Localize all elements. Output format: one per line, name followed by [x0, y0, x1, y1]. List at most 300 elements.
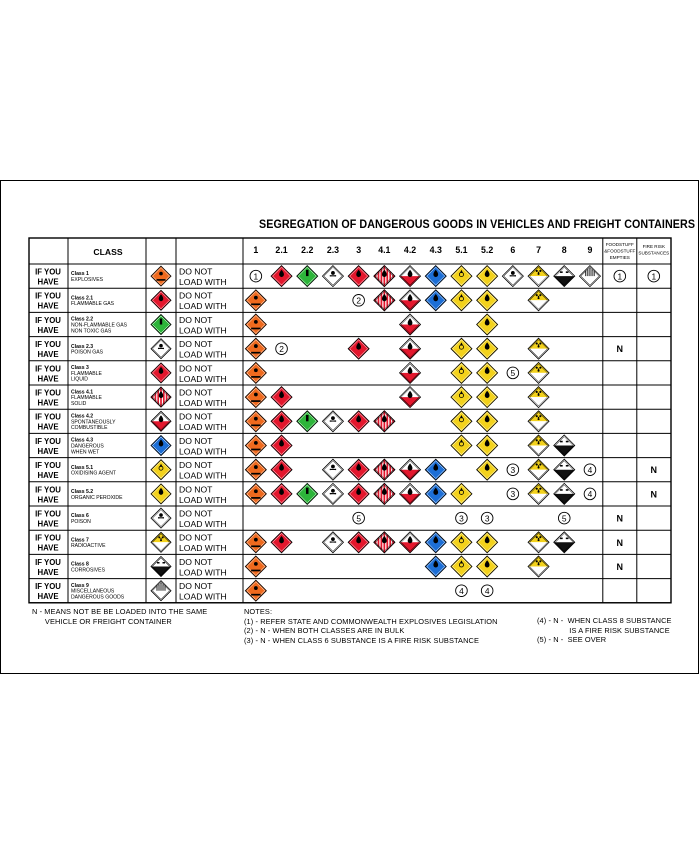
legend-line: VEHICLE OR FREIGHT CONTAINER	[32, 616, 172, 626]
spontaneously-combustible-icon	[400, 387, 421, 408]
explosive-icon	[245, 338, 266, 359]
dangerous-when-wet-icon	[425, 290, 446, 311]
explosive-icon	[245, 556, 266, 577]
note-line: (1) - REFER STATE AND COMMONWEALTH EXPLOSIVES LEGISLATION	[244, 616, 498, 626]
flammable-solid-icon	[374, 483, 395, 504]
segregation-note-cell	[456, 585, 468, 597]
non-flammable-gas-icon	[297, 483, 318, 504]
spontaneously-combustible-icon	[400, 266, 421, 287]
poison-icon	[502, 266, 523, 287]
row-action-line: DO NOT	[179, 314, 213, 325]
corrosive-icon	[554, 435, 575, 456]
corrosive-icon	[554, 459, 575, 480]
row-action-line: DO NOT	[179, 387, 213, 398]
organic-peroxide-icon	[477, 411, 498, 432]
radioactive-icon	[528, 387, 549, 408]
explosive-icon	[245, 290, 266, 311]
note-reference-number: 3	[484, 513, 490, 524]
row-prefix-line: IF YOU	[35, 364, 61, 374]
radioactive-icon	[528, 532, 549, 553]
poison-gas-icon	[322, 459, 343, 480]
row-class-name-line: MISCELLANEOUS	[71, 588, 115, 595]
row-class-name-line: Class 4.3	[71, 437, 94, 444]
row-action-line: DO NOT	[179, 290, 213, 301]
notes-block	[244, 607, 498, 645]
miscellaneous-icon	[579, 266, 600, 287]
fire-risk-header	[638, 244, 669, 256]
row-action-line: LOAD WITH	[179, 519, 227, 529]
note-reference-number: 1	[651, 271, 657, 282]
row-prefix-line: IF YOU	[35, 388, 61, 398]
table-row	[35, 508, 623, 529]
flammable-gas-icon	[271, 266, 292, 287]
row-action-line: DO NOT	[179, 460, 213, 471]
segregation-note-cell	[507, 488, 519, 500]
row-action-line: LOAD WITH	[179, 422, 227, 433]
row-class-name-line: SPONTANEOUSLY	[71, 419, 116, 426]
miscellaneous-icon	[151, 581, 171, 601]
class-column-header: 4.1	[378, 245, 391, 255]
flammable-solid-icon	[374, 532, 395, 553]
table-row	[35, 580, 493, 601]
radioactive-icon	[528, 459, 549, 480]
note-reference-number: 5	[510, 368, 516, 379]
flammable-solid-icon	[151, 387, 171, 407]
class-column-header: 9	[587, 245, 593, 255]
non-flammable-gas-icon	[297, 266, 318, 287]
note-line: (3) - N - WHEN CLASS 6 SUBSTANCE IS A FIRE RISK SUBSTANCE	[244, 635, 479, 645]
note-line: IS A FIRE RISK SUBSTANCE	[537, 625, 670, 635]
note-reference-circle	[276, 343, 288, 355]
explosive-icon	[245, 483, 266, 504]
organic-peroxide-icon	[477, 459, 498, 480]
organic-peroxide-icon	[477, 290, 498, 311]
note-line: (5) - N - SEE OVER	[537, 635, 607, 644]
segregation-note-cell	[353, 295, 365, 307]
spontaneously-combustible-icon	[151, 411, 171, 431]
table-row	[35, 290, 549, 311]
row-action-line: LOAD WITH	[179, 349, 227, 360]
row-class-name-line: Class 2.2	[71, 316, 94, 323]
row-class-name-line: CORROSIVES	[71, 567, 105, 574]
legend-line: N - MEANS NOT BE BE LOADED INTO THE SAME	[32, 607, 208, 616]
row-class-name-line: OXIDISING AGENT	[71, 470, 117, 477]
flammable-gas-icon	[271, 435, 292, 456]
row-prefix-line: IF YOU	[35, 291, 61, 301]
organic-peroxide-icon	[151, 484, 171, 504]
row-action-line: DO NOT	[179, 435, 213, 446]
not-permitted-mark: N	[650, 465, 658, 476]
foodstuff-header-line: FOODSTUFF	[605, 242, 634, 247]
note-reference-circle	[558, 512, 570, 524]
organic-peroxide-icon	[477, 314, 498, 335]
row-action-line: DO NOT	[179, 532, 213, 543]
row-class-name-line: Class 2.1	[71, 295, 94, 302]
not-permitted-mark: N	[616, 513, 624, 524]
class-column-header: 2.2	[301, 245, 314, 255]
row-prefix-line: IF YOU	[35, 461, 61, 471]
radioactive-icon	[528, 411, 549, 432]
row-action-line: LOAD WITH	[179, 543, 227, 554]
chart-title: SEGREGATION OF DANGEROUS GOODS IN VEHICLES AND FREIGHT CONTAINERS	[259, 219, 696, 231]
oxidising-agent-icon	[451, 290, 472, 311]
table-row	[35, 556, 623, 577]
table-row	[35, 411, 549, 432]
flammable-gas-icon	[151, 290, 171, 310]
poison-icon	[151, 508, 171, 528]
legend-note	[32, 607, 207, 626]
flammable-gas-icon	[271, 483, 292, 504]
explosive-icon	[245, 459, 266, 480]
row-class-name-line: FLAMMABLE GAS	[71, 301, 115, 308]
note-reference-circle	[507, 464, 519, 476]
row-action-line: DO NOT	[179, 339, 213, 350]
segregation-note-cell	[353, 512, 365, 524]
row-class-name-line: POISON	[71, 519, 91, 525]
segregation-note-cell	[507, 464, 519, 476]
note-reference-number: 1	[617, 271, 623, 282]
row-class-name-line: Class 2.3	[71, 343, 94, 350]
explosive-icon	[245, 580, 266, 601]
row-class-name-line: NON-FLAMMABLE GAS	[71, 322, 128, 329]
note-reference-circle	[353, 295, 365, 307]
note-reference-circle	[507, 488, 519, 500]
row-class-name-line: DANGEROUS	[71, 443, 104, 450]
spontaneously-combustible-icon	[400, 483, 421, 504]
row-prefix-line: IF YOU	[35, 436, 61, 446]
dangerous-when-wet-icon	[425, 459, 446, 480]
flammable-liquid-icon	[348, 459, 369, 480]
row-prefix-line: HAVE	[37, 446, 59, 456]
row-class-name-line: SOLID	[71, 400, 87, 407]
note-reference-circle	[481, 585, 493, 597]
table-row	[35, 387, 549, 408]
spontaneously-combustible-icon	[400, 459, 421, 480]
poison-gas-icon	[322, 411, 343, 432]
flammable-solid-icon	[374, 459, 395, 480]
explosive-icon	[245, 532, 266, 553]
table-row	[35, 314, 498, 335]
oxidising-agent-icon	[451, 411, 472, 432]
row-class-name-line: Class 5.2	[71, 489, 94, 495]
class-column-header: 6	[510, 245, 516, 255]
table-row	[35, 435, 575, 456]
oxidising-agent-icon	[451, 435, 472, 456]
row-class-name-line: Class 6	[71, 513, 89, 520]
note-reference-number: 2	[279, 343, 284, 354]
row-class-name-line: Class 1	[71, 271, 89, 278]
table-row	[35, 532, 623, 553]
row-class-name-line: Class 9	[71, 582, 89, 589]
note-reference-circle	[481, 512, 493, 524]
oxidising-agent-icon	[151, 460, 171, 480]
organic-peroxide-icon	[477, 338, 498, 359]
organic-peroxide-icon	[477, 532, 498, 553]
flammable-liquid-icon	[348, 338, 369, 359]
flammable-gas-icon	[271, 387, 292, 408]
segregation-table	[1, 181, 700, 675]
row-class-name-line: FLAMMABLE	[71, 395, 102, 402]
radioactive-icon	[151, 532, 171, 552]
explosive-icon	[245, 387, 266, 408]
corrosive-icon	[554, 266, 575, 287]
organic-peroxide-icon	[477, 435, 498, 456]
organic-peroxide-icon	[477, 556, 498, 577]
spontaneously-combustible-icon	[400, 532, 421, 553]
row-class-name-line: Class 8	[71, 561, 89, 568]
explosive-icon	[245, 411, 266, 432]
oxidising-agent-icon	[451, 556, 472, 577]
table-row	[35, 266, 660, 287]
note-reference-number: 5	[561, 513, 567, 524]
radioactive-icon	[528, 290, 549, 311]
flammable-gas-icon	[271, 532, 292, 553]
row-prefix-line: IF YOU	[35, 340, 61, 350]
not-permitted-mark: N	[650, 489, 658, 500]
note-reference-number: 3	[459, 513, 464, 524]
organic-peroxide-icon	[477, 387, 498, 408]
row-prefix-line: IF YOU	[35, 412, 61, 422]
row-prefix-line: HAVE	[37, 350, 59, 360]
note-reference-number: 4	[484, 585, 490, 596]
segregation-note-cell	[584, 464, 596, 476]
row-class-name-line: Class 4.1	[71, 389, 94, 396]
row-action-line: DO NOT	[179, 266, 213, 277]
oxidising-agent-icon	[451, 483, 472, 504]
note-line: (2) - N - WHEN BOTH CLASSES ARE IN BULK	[244, 626, 405, 635]
flammable-solid-icon	[374, 266, 395, 287]
radioactive-icon	[528, 483, 549, 504]
note-reference-number: 4	[459, 585, 464, 596]
note-reference-number: 5	[356, 513, 361, 524]
spontaneously-combustible-icon	[400, 314, 421, 335]
corrosive-icon	[554, 483, 575, 504]
row-class-name-line: DANGEROUS GOODS	[71, 594, 125, 601]
segregation-note-cell	[507, 367, 519, 379]
row-action-line: LOAD WITH	[179, 591, 227, 602]
flammable-solid-icon	[374, 411, 395, 432]
row-prefix-line: IF YOU	[35, 557, 61, 567]
row-prefix-line: HAVE	[37, 301, 59, 311]
row-class-name-line: NON TOXIC GAS	[71, 328, 112, 335]
dangerous-when-wet-icon	[425, 483, 446, 504]
segregation-chart-sheet	[0, 180, 699, 674]
row-action-line: LOAD WITH	[179, 301, 227, 312]
note-reference-number: 4	[587, 464, 593, 475]
row-action-line: DO NOT	[179, 363, 213, 374]
note-reference-circle	[584, 488, 596, 500]
dangerous-when-wet-icon	[425, 532, 446, 553]
explosive-icon	[245, 314, 266, 335]
row-prefix-line: IF YOU	[35, 267, 61, 277]
row-prefix-line: HAVE	[37, 567, 59, 577]
row-action-line: LOAD WITH	[179, 398, 227, 408]
class-column-header: 5.1	[455, 245, 468, 255]
oxidising-agent-icon	[451, 338, 472, 359]
radioactive-icon	[528, 266, 549, 287]
organic-peroxide-icon	[477, 362, 498, 383]
radioactive-icon	[528, 362, 549, 383]
spontaneously-combustible-icon	[400, 362, 421, 383]
dangerous-when-wet-icon	[425, 266, 446, 287]
class-header: CLASS	[93, 247, 123, 257]
non-flammable-gas-icon	[297, 411, 318, 432]
row-class-name-line: LIQUID	[71, 376, 88, 383]
flammable-liquid-icon	[348, 483, 369, 504]
row-action-line: LOAD WITH	[179, 446, 227, 457]
row-prefix-line: HAVE	[37, 422, 59, 432]
row-action-line: LOAD WITH	[179, 470, 227, 481]
row-prefix-line: IF YOU	[35, 582, 61, 592]
corrosive-icon	[151, 557, 171, 577]
row-prefix-line: HAVE	[37, 325, 59, 335]
row-action-line: DO NOT	[179, 556, 213, 567]
segregation-note-cell	[481, 585, 493, 597]
radioactive-icon	[528, 435, 549, 456]
note-reference-circle	[456, 512, 468, 524]
not-permitted-mark: N	[616, 344, 624, 355]
flammable-liquid-icon	[348, 532, 369, 553]
flammable-liquid-icon	[348, 411, 369, 432]
class-column-header: 2.3	[326, 245, 340, 255]
note-reference-circle	[584, 464, 596, 476]
foodstuff-header	[604, 242, 635, 260]
segregation-note-cell	[276, 343, 288, 355]
row-prefix-line: HAVE	[37, 277, 59, 287]
dangerous-when-wet-icon	[151, 436, 171, 456]
class-column-header: 4.2	[403, 245, 417, 255]
oxidising-agent-icon	[451, 266, 472, 287]
explosive-icon	[245, 435, 266, 456]
notes-title: NOTES:	[244, 607, 273, 616]
note-reference-circle	[456, 585, 468, 597]
flammable-gas-icon	[271, 411, 292, 432]
note-reference-circle	[507, 367, 519, 379]
class-column-header: 5.2	[481, 245, 494, 255]
non-flammable-gas-icon	[151, 315, 171, 335]
corrosive-icon	[554, 532, 575, 553]
note-reference-number: 1	[253, 271, 259, 282]
row-class-name-line: Class 4.2	[71, 413, 94, 420]
spontaneously-combustible-icon	[400, 290, 421, 311]
oxidising-agent-icon	[451, 387, 472, 408]
organic-peroxide-icon	[477, 266, 498, 287]
foodstuff-header-line: &FOODSTUFF	[604, 248, 636, 254]
poison-gas-icon	[322, 266, 343, 287]
note-reference-circle	[250, 270, 262, 282]
row-action-line: LOAD WITH	[179, 373, 227, 384]
poison-gas-icon	[322, 483, 343, 504]
row-action-line: DO NOT	[179, 508, 213, 519]
segregation-note-cell	[250, 270, 262, 282]
row-class-name-line: Class 7	[71, 537, 89, 544]
dangerous-when-wet-icon	[425, 556, 446, 577]
row-class-name-line: Class 3	[71, 365, 89, 372]
poison-gas-icon	[151, 339, 171, 359]
oxidising-agent-icon	[451, 532, 472, 553]
row-class-name-line: RADIOACTIVE	[71, 543, 106, 550]
flammable-liquid-icon	[348, 266, 369, 287]
row-action-line: DO NOT	[179, 484, 213, 495]
row-prefix-line: HAVE	[37, 519, 59, 529]
fire-risk-header-line: FIRE RISK	[642, 244, 666, 249]
note-reference-number: 3	[510, 464, 516, 475]
flammable-gas-icon	[271, 459, 292, 480]
note-reference-number: 3	[510, 489, 516, 500]
row-prefix-line: HAVE	[37, 471, 59, 481]
row-class-name-line: POISON GAS	[71, 349, 103, 356]
row-prefix-line: HAVE	[37, 374, 59, 384]
row-prefix-line: IF YOU	[35, 509, 61, 519]
row-class-name-line: ORGANIC PEROXIDE	[71, 494, 123, 501]
row-action-line: LOAD WITH	[179, 567, 227, 578]
row-class-name-line: FLAMMABLE	[71, 370, 102, 377]
table-row	[35, 483, 657, 504]
radioactive-icon	[528, 338, 549, 359]
explosive-icon	[151, 266, 171, 286]
row-action-line: LOAD WITH	[179, 277, 227, 287]
foodstuff-header-line: EMPTIES	[609, 255, 630, 260]
explosive-icon	[245, 362, 266, 383]
note-reference-circle	[614, 270, 626, 282]
row-class-name-line: COMBUSTIBLE	[71, 425, 108, 432]
flammable-solid-icon	[374, 290, 395, 311]
table-row	[35, 338, 623, 359]
flammable-liquid-icon	[151, 363, 171, 383]
oxidising-agent-icon	[451, 362, 472, 383]
notes-right-block	[537, 616, 672, 645]
segregation-note-cell	[558, 512, 570, 524]
segregation-note-cell	[481, 512, 493, 524]
row-prefix-line: HAVE	[37, 592, 59, 602]
row-prefix-line: IF YOU	[35, 533, 61, 543]
class-column-header: 1	[253, 245, 259, 255]
row-class-name-line: Class 5.1	[71, 464, 94, 471]
note-reference-circle	[648, 270, 660, 282]
not-permitted-mark: N	[616, 537, 624, 548]
row-class-name-line: EXPLOSIVES	[71, 277, 103, 283]
note-reference-number: 2	[356, 295, 361, 306]
class-column-header: 7	[536, 245, 542, 255]
class-column-header: 2.1	[275, 245, 288, 255]
row-action-line: LOAD WITH	[179, 494, 227, 505]
class-column-header: 8	[561, 245, 567, 255]
segregation-note-cell	[456, 512, 468, 524]
note-reference-number: 4	[587, 489, 593, 500]
fire-risk-header-line: SUBSTANCES	[638, 250, 670, 256]
row-prefix-line: HAVE	[37, 543, 59, 553]
note-reference-circle	[353, 512, 365, 524]
class-column-header: 4.3	[429, 245, 442, 255]
row-prefix-line: HAVE	[37, 495, 59, 505]
segregation-note-cell	[584, 488, 596, 500]
row-prefix-line: IF YOU	[35, 315, 61, 325]
radioactive-icon	[528, 556, 549, 577]
row-action-line: DO NOT	[179, 581, 213, 592]
row-prefix-line: IF YOU	[35, 485, 61, 495]
row-action-line: DO NOT	[179, 411, 213, 422]
row-class-name-line: WHEN WET	[71, 449, 100, 456]
poison-gas-icon	[322, 532, 343, 553]
not-permitted-mark: N	[616, 562, 624, 572]
class-column-header: 3	[356, 245, 362, 255]
row-action-line: LOAD WITH	[179, 325, 227, 336]
spontaneously-combustible-icon	[400, 338, 421, 359]
row-prefix-line: HAVE	[37, 398, 59, 408]
table-row	[35, 459, 657, 480]
table-row	[35, 362, 549, 383]
note-line: (4) - N - WHEN CLASS 8 SUBSTANCE	[537, 616, 672, 625]
